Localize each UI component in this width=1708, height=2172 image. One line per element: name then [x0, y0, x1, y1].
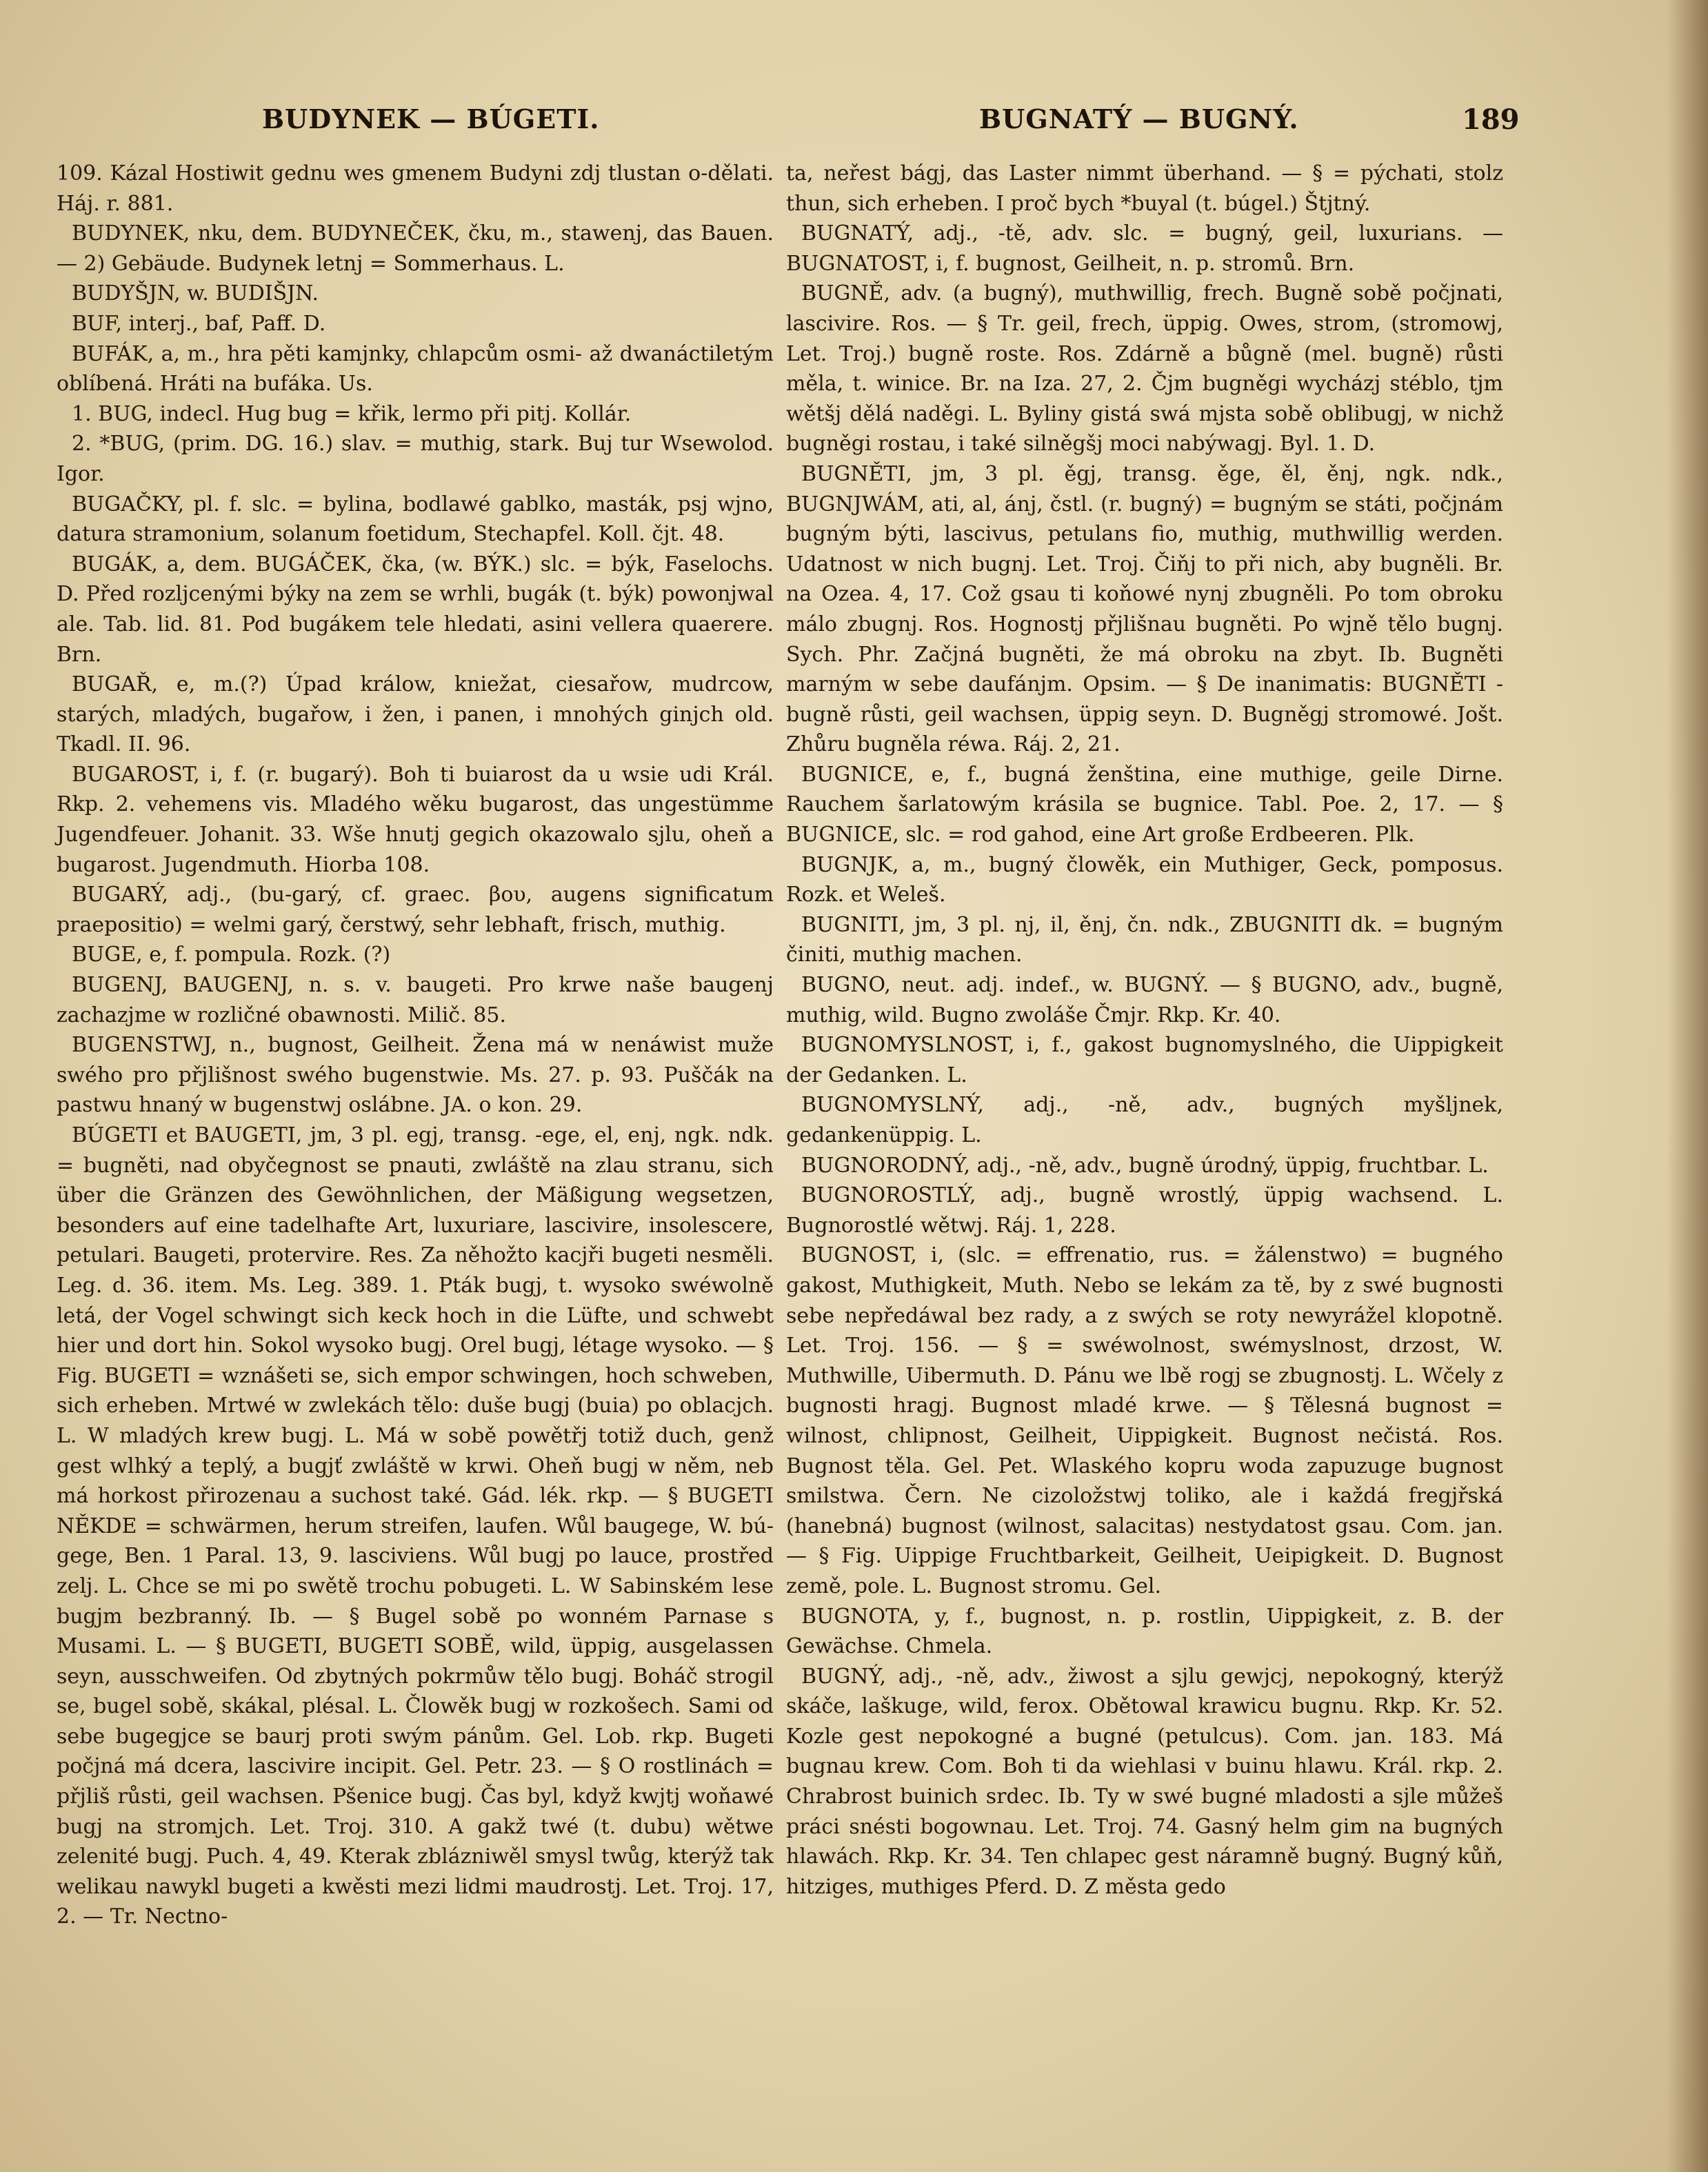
entry-bugnorodny: BUGNORODNÝ, adj., -ně, adv., bugně úrodný, üppig, fruchtbar. L. [801, 1153, 1489, 1178]
entry-bugeti: BÚGETI et BAUGETI, jm, 3 pl. egj, transg. -ege, el, enj, ngk. ndk. = bugněti, nad obyčegnost se pnauti, zwláště na zlau stranu, sich über die Gränzen des Gewöhnlichen, der Mäßigung wegsetzen, besonders auf eine tadelhafte Art, luxuriare, lascivire, insolescere, petulari. Baugeti, protervire. Res. Za něhožto kacjři bugeti nesměli. Leg. d. 36. item. Ms. Leg. 389. 1. Pták bugj, t. wysoko swéwolně letá, der Vogel schwingt sich keck hoch in die Lüfte, und schwebt hier und dort hin. Sokol wysoko bugj. Orel bugj, létage wysoko. — § Fig. BUGETI = wznášeti se, sich empor schwingen, hoch schweben, sich erheben. Mrtwé w zwlekách tělo: duše bugj (buia) po oblacjch. L. W mladých krew bugj. L. Má w sobě powětřj totiž duch, genž gest wlhký a teplý, a bugjť zwláště w krwi. Oheň bugj w něm, neb má horkost přirozenau a suchost také. Gád. lék. rkp. — § BUGETI NĚKDE = schwärmen, herum streifen, laufen. Wůl baugege, W. bú-gege, Ben. 1 Paral. 13, 9. lasciviens. Wůl bugj po lauce, prostřed zelj. L. Chce se mi po swětě trochu pobugeti. L. W Sabinském lese bugjm bezbranný. Ib. — § Bugel sobě po wonném Parnase s Musami. L. — § BUGETI, BUGETI SOBĚ, wild, üppig, ausgelassen seyn, ausschweifen. Od zbytných pokrmůw tělo bugj. Boháč strogil se, bugel sobě, skákal, plésal. L. Člowěk bugj w rozkošech. Sami od sebe bugegjce se baurj proti swým pánům. Gel. Lob. rkp. Bugeti počjná má dcera, lascivire incipit. Gel. Petr. 23. — § O rostlinách = přjliš růsti, geil wachsen. Pšenice bugj. Čas byl, když kwjtj woňawé bugj na stromjch. Let. Troj. 310. A gakž twé (t. dubu) wětwe zelenité bugj. Puch. 4, 49. Kterak zblázniwěl smysl twůg, kterýž tak welikau nawykl bugeti a kwěsti mezi lidmi maudrostj. Let. Troj. 17, 2. — Tr. Nectno- [57, 1123, 774, 1929]
right-column [786, 159, 1503, 1902]
entry-bufak: BUFÁK, a, m., hra pěti kamjnky, chlapcům osmi- až dwanáctiletým oblíbená. Hráti na bufáka. Us. [57, 341, 774, 396]
entry-bugar: BUGAŘ, e, m.(?) Úpad králow, kniežat, ciesařow, mudrcow, starých, mladých, bugařow, i žen, i panen, i mnohých ginjch old. Tkadl. II. 96. [57, 672, 774, 757]
entry-budysjn: BUDYŠJN, w. BUDIŠJN. [72, 281, 319, 306]
entry-budynek: BUDYNEK, nku, dem. BUDYNEČEK, čku, m., stawenj, das Bauen. — 2) Gebäude. Budynek letnj = Sommerhaus. L. [57, 221, 774, 276]
entry-bugnice: BUGNICE, e, f., bugná ženština, eine muthige, geile Dirne. Rauchem šarlatowým krásila se bugnice. Tabl. Poe. 2, 17. — § BUGNICE, slc. = rod gahod, eine Art große Erdbeeren. Plk. [786, 762, 1503, 847]
entry-bug-1: 1. BUG, indecl. Hug bug = křik, lermo při pitj. Kollár. [72, 401, 632, 426]
entry-bugak: BUGÁK, a, dem. BUGÁČEK, čka, (w. BÝK.) slc. = býk, Faselochs. D. Před rozljcenými býky na zem se wrhli, bugák (t. býk) powonjwal ale. Tab. lid. 81. Pod bugákem tele hledati, asini vellera quaerere. Brn. [57, 552, 774, 667]
entry-continuation: ta, neřest bágj, das Laster nimmt überhand. — § = pýchati, stolz thun, sich erheben. I proč bych *buyal (t. búgel.) Štjtný. [786, 161, 1503, 216]
left-column [57, 159, 774, 1932]
entry-bugne: BUGNĚ, adv. (a bugný), muthwillig, frech. Bugně sobě počjnati, lascivire. Ros. — § Tr. geil, frech, üppig. Owes, strom, (stromowj, Let. Troj.) bugně roste. Ros. Zdárně a bůgně (mel. bugně) růsti měla, t. winice. Br. na Iza. 27, 2. Čjm bugněgi wycházj stéblo, tjm wětšj dělá naděgi. L. Byliny gistá swá mjsta sobě oblibugj, w nichž bugněgi rostau, i také silněgšj moci nabýwagj. Byl. 1. D. [786, 281, 1503, 456]
entry-bugno: BUGNO, neut. adj. indef., w. BUGNÝ. — § BUGNO, adv., bugně, muthig, wild. Bugno zwoláše Čmjr. Rkp. Kr. 40. [786, 973, 1503, 1027]
page-edge-shadow [1667, 0, 1708, 2172]
entry-bugnomyslny: BUGNOMYSLNÝ, adj., -ně, adv., bugných myšljnek, gedankenüppig. L. [786, 1093, 1503, 1147]
entry-bugarost: BUGAROST, i, f. (r. bugarý). Boh ti buiarost da u wsie udi Král. Rkp. 2. vehemens vis. Mladého wěku bugarost, das ungestümme Jugendfeuer. Johanit. 33. Wše hnutj gegich okazowalo sjlu, oheň a bugarost. Jugendmuth. Hiorba 108. [57, 762, 774, 877]
entry-bugny: BUGNÝ, adj., -ně, adv., žiwost a sjlu gewjcj, nepokogný, kterýž skáče, laškuge, wild, ferox. Obětowal krawicu bugnu. Rkp. Kr. 52. Kozle gest nepokogné a bugné (petulcus). Com. jan. 183. Má bugnau krew. Com. Boh ti da wiehlasi v buinu hlawu. Král. rkp. 2. Chrabrost buinich srdec. Ib. Ty w swé bugné mladosti a sjle můžeš práci snésti bogownau. Let. Troj. 74. Gasný helm gim na bugných hlawách. Rkp. Kr. 34. Ten chlapec gest náramně bugný. Bugný kůň, hitziges, muthiges Pferd. D. Z města gedo [786, 1664, 1503, 1899]
entry-buge: BUGE, e, f. pompula. Rozk. (?) [72, 943, 391, 967]
entry-bugnorostly: BUGNOROSTLÝ, adj., bugně wrostlý, üppig wachsend. L. Bugnorostlé wětwj. Ráj. 1, 228. [786, 1183, 1503, 1238]
entry-bugnost: BUGNOST, i, (slc. = effrenatio, rus. = žálenstwo) = bugného gakost, Muthigkeit, Muth. Nebo se lekám za tě, by z swé bugnosti sebe nepředáwal bez rady, a z swých se roty newyrážel klopotně. Let. Troj. 156. — § = swéwolnost, swémyslnost, drzost, W. Muthwille, Uibermuth. D. Pánu we lbě rogj se zbugnostj. L. Wčely z bugnosti hragj. Bugnost mladé krwe. — § Tělesná bugnost = wilnost, chlipnost, Geilheit, Uippigkeit. Bugnost nečistá. Ros. Bugnost těla. Gel. Pet. Wlaského kopru woda zapuzuge bugnost smilstwa. Čern. Ne cizoložstwj toliko, ale i každá fregjřská (hanebná) bugnost (wilnost, salacitas) nestydatost gsau. Com. jan. — § Fig. Uippige Fruchtbarkeit, Geilheit, Ueipigkeit. D. Bugnost země, pole. L. Bugnost stromu. Gel. [786, 1243, 1503, 1598]
entry-bugneti: BUGNĚTI, jm, 3 pl. ěgj, transg. ěge, ěl, ěnj, ngk. ndk., BUGNJWÁM, ati, al, ánj, čstl. (r. bugný) = bugným se státi, počjnám bugným býti, lascivus, petulans fio, muthig, muthwillig werden. Udatnost w nich bugnj. Let. Troj. Čiňj to při nich, aby bugněli. Br. na Ozea. 4, 17. Což gsau ti koňowé nynj zbugněli. Po tom obroku málo zbugnj. Ros. Hognostj přjlišnau bugněti. Po wjně tělo bugnj. Sych. Phr. Začjná bugněti, že má obroku na zbyt. Ib. Bugněti marným w sebe daufánjm. Opsim. — § De inanimatis: BUGNĚTI - bugně růsti, geil wachsen, üppig seyn. D. Bugněgj stromowé. Jošt. Zhůru bugněla réwa. Ráj. 2, 21. [786, 461, 1503, 757]
entry-bugenj: BUGENJ, BAUGENJ, n. s. v. baugeti. Pro krwe naše baugenj zachazjme w rozličné obawnosti. Milič. 85. [57, 973, 774, 1027]
entry-buf: BUF, interj., baf, Paff. D. [72, 311, 326, 336]
entry-bugary: BUGARÝ, adj., (bu-garý, cf. graec. βου, augens significatum praepositio) = welmi garý, čerstwý, sehr lebhaft, frisch, muthig. [57, 883, 774, 937]
entry-bugnjk: BUGNJK, a, m., bugný člowěk, ein Muthiger, Geck, pomposus. Rozk. et Weleš. [786, 852, 1503, 907]
entry-bugniti: BUGNITI, jm, 3 pl. nj, il, ěnj, čn. ndk., ZBUGNITI dk. = bugným činiti, muthig machen. [786, 912, 1503, 967]
entry-text: 109. Kázal Hostiwit gednu wes gmenem Budyni zdj tlustan o-dělati. Háj. r. 881. [57, 161, 774, 216]
entry-bugnomyslnost: BUGNOMYSLNOST, i, f., gakost bugnomyslného, die Uippigkeit der Gedanken. L. [786, 1033, 1503, 1087]
page-number: 189 [1462, 103, 1520, 136]
entry-bugenstwj: BUGENSTWJ, n., bugnost, Geilheit. Žena má w nenáwist muže swého pro přjlišnost swého bugenstwie. Ms. 27. p. 93. Puščák na pastwu hnaný w bugenstwj oslábne. JA. o kon. 29. [57, 1033, 774, 1118]
running-head-right: BUGNATÝ — BUGNÝ. [979, 103, 1299, 134]
entry-bug-2: 2. *BUG, (prim. DG. 16.) slav. = muthig, stark. Buj tur Wsewolod. Igor. [57, 432, 774, 486]
entry-bugacky: BUGAČKY, pl. f. slc. = bylina, bodlawé gablko, masták, psj wjno, datura stramonium, solanum foetidum, Stechapfel. Koll. čjt. 48. [57, 492, 774, 547]
running-head-left: BUDYNEK — BÚGETI. [262, 103, 600, 134]
entry-bugnota: BUGNOTA, y, f., bugnost, n. p. rostlin, Uippigkeit, z. B. der Gewächse. Chmela. [786, 1604, 1503, 1659]
entry-bugnaty: BUGNATÝ, adj., -tě, adv. slc. = bugný, geil, luxurians. — BUGNATOST, i, f. bugnost, Geilheit, n. p. stromů. Brn. [786, 221, 1503, 276]
